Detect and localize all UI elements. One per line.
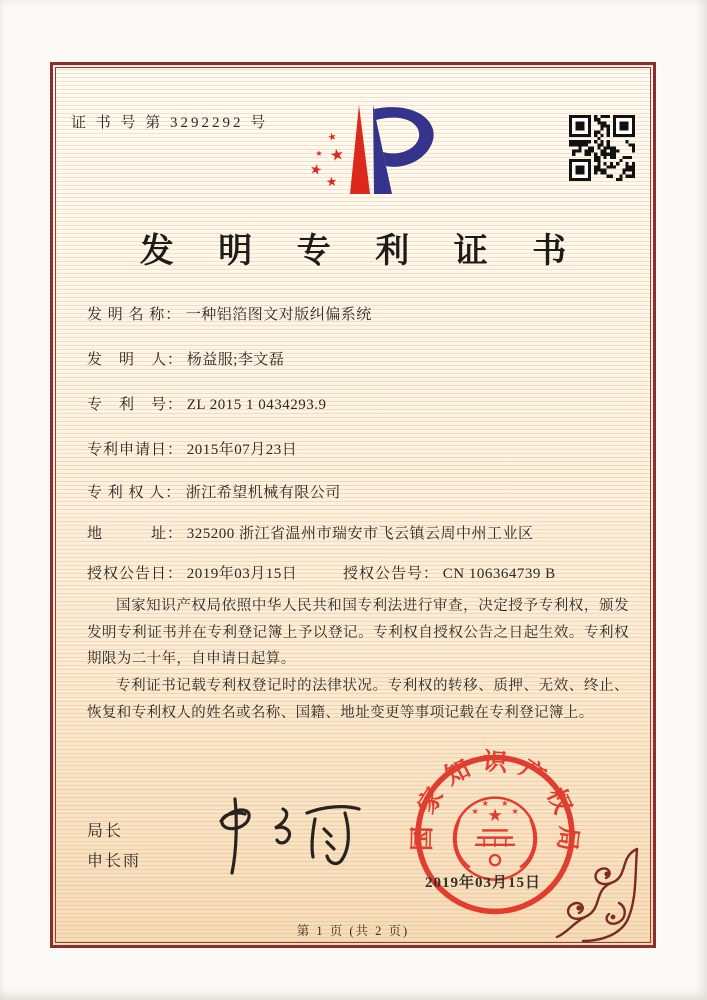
- field-value: CN 106364739 B: [442, 566, 556, 582]
- director-signature-icon: [191, 787, 381, 879]
- field-grant-number: [343, 566, 556, 582]
- director-title: 局长: [87, 823, 124, 840]
- svg-text:★: ★: [511, 806, 519, 817]
- field-value: 2015年07月23日: [186, 442, 298, 458]
- field-invention-name: [87, 303, 372, 324]
- svg-text:★: ★: [501, 797, 509, 808]
- certificate-title: 发 明 专 利 证 书: [139, 233, 585, 270]
- svg-text:★: ★: [308, 160, 324, 180]
- svg-text:★: ★: [471, 806, 479, 817]
- seal-date: 2019年03月15日: [425, 875, 542, 891]
- field-label: 专 利 权 人：: [87, 485, 182, 501]
- field-label: 发 明 人：: [87, 352, 184, 368]
- page-number: 第 1 页 (共 2 页): [296, 924, 410, 938]
- field-label: 专利申请日：: [87, 442, 184, 458]
- field-label: 授权公告号：: [343, 566, 440, 582]
- svg-text:★: ★: [481, 797, 489, 808]
- field-inventor: [87, 348, 284, 369]
- seal-text: 国家知识产权局: [409, 748, 583, 863]
- svg-text:★: ★: [315, 149, 323, 158]
- director-block: [87, 817, 141, 878]
- field-patentee: [87, 481, 341, 502]
- field-grant-publication: [87, 562, 556, 583]
- field-value: ZL 2015 1 0434293.9: [186, 397, 327, 413]
- field-label: 发 明 名 称：: [87, 307, 182, 323]
- legal-paragraph-1: 国家知识产权局依照中华人民共和国专利法进行审查，决定授予专利权，颁发发明专利证书并在专利登记簿上予以登记。专利权自授权公告之日起生效。专利权期限为二十年，自申请日起算。: [87, 598, 629, 668]
- svg-text:★: ★: [487, 806, 503, 827]
- field-value: 325200 浙江省温州市瑞安市飞云镇云周中州工业区: [186, 526, 534, 542]
- field-value: 一种铝箔图文对版纠偏系统: [185, 307, 372, 323]
- field-label: 专 利 号：: [87, 397, 184, 413]
- field-patent-number: [87, 393, 327, 414]
- svg-text:★: ★: [328, 143, 346, 166]
- field-address: [87, 522, 534, 543]
- director-name: 申长雨: [87, 853, 142, 871]
- field-value: 浙江希望机械有限公司: [185, 485, 341, 501]
- svg-text:★: ★: [325, 174, 339, 191]
- cnipa-logo-icon: [288, 99, 438, 201]
- field-value: 2019年03月15日: [186, 566, 298, 582]
- svg-text:★: ★: [326, 131, 339, 144]
- legal-text: [87, 593, 629, 726]
- certificate-frame: [50, 62, 656, 948]
- field-label: 授权公告日：: [87, 566, 184, 582]
- certificate-number: 证 书 号 第 3292292 号: [71, 115, 269, 131]
- qr-code-icon: [569, 115, 635, 181]
- field-label: 地 址：: [87, 526, 184, 542]
- field-value: 杨益服;李文磊: [186, 352, 285, 368]
- field-filing-date: [87, 438, 297, 459]
- legal-paragraph-2: 专利证书记载专利权登记时的法律状况。专利权的转移、质押、无效、终止、恢复和专利权人的姓名或名称、国籍、地址变更等事项记载在专利登记簿上。: [87, 678, 629, 721]
